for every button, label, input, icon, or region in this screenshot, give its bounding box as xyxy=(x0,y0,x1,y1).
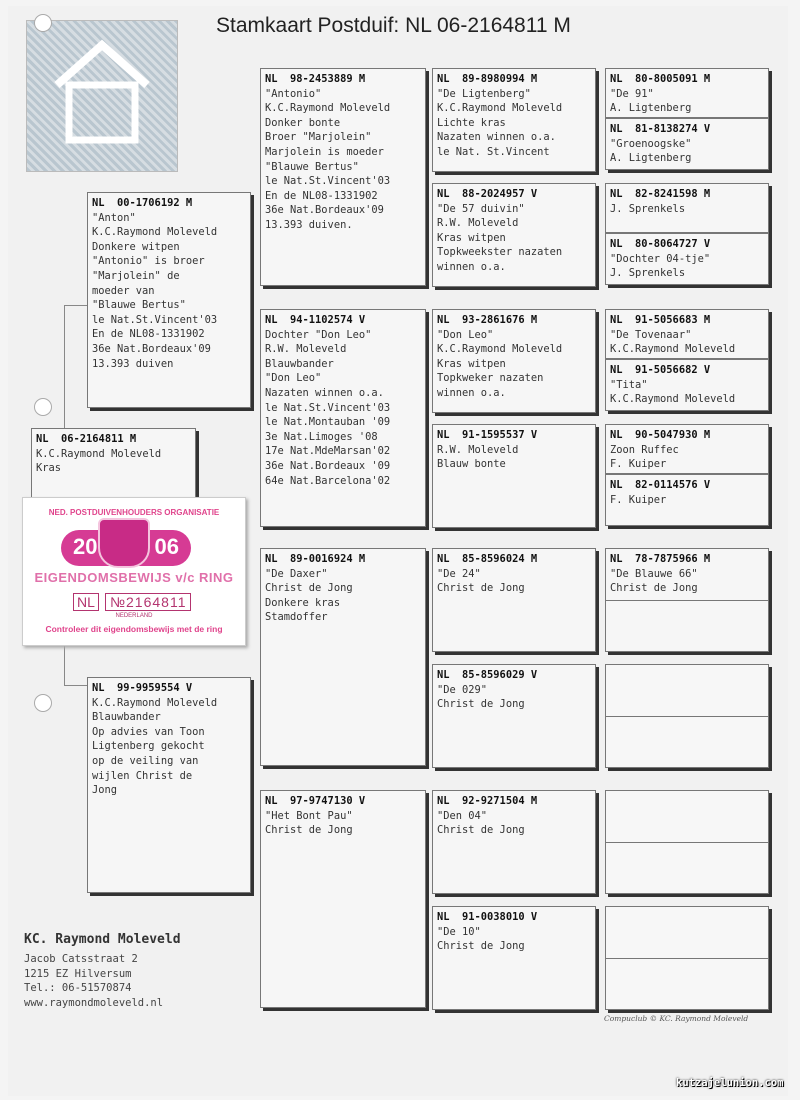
info-line: Stamdoffer xyxy=(265,611,328,624)
info-line: Blauwbander xyxy=(265,357,334,370)
empty-ancestor-box xyxy=(605,906,769,1010)
info-line: Christ de Jong xyxy=(437,698,525,711)
info-line: moeder van xyxy=(92,284,155,297)
info-line: K.C.Raymond Moleveld xyxy=(610,343,736,356)
info-line: R.W. Moleveld xyxy=(265,343,347,356)
info-line: Donker bonte xyxy=(265,116,341,129)
great-grandparent-box xyxy=(432,183,596,287)
info-line: Christ de Jong xyxy=(437,824,525,837)
info-line: Christ de Jong xyxy=(610,582,698,595)
info-line: 64e Nat.Barcelona'02 xyxy=(265,474,391,487)
info-line: "Don Leo" xyxy=(437,328,494,341)
ring-number: NL 80-8005091 M xyxy=(610,73,711,85)
info-line: F. Kuiper xyxy=(610,458,667,471)
page-title: Stamkaart Postduif: NL 06-2164811 M xyxy=(216,14,571,37)
ring-number: NL 00-1706192 M xyxy=(92,197,193,209)
great-grandparent-box xyxy=(432,664,596,768)
organisation-logo xyxy=(26,20,178,172)
info-line: "Blauwe Bertus" xyxy=(265,160,359,173)
ring-number: NL 91-5056683 M xyxy=(610,314,711,326)
info-line: 36e Nat.Bordeaux'09 xyxy=(265,204,384,217)
great-grandparent-box xyxy=(432,424,596,528)
ring-number: NL 91-1595537 V xyxy=(437,429,538,441)
info-line: "Don Leo" xyxy=(265,372,322,385)
card-country: NL xyxy=(73,593,99,611)
card-check-notice: Controleer dit eigendomsbewijs met de ring xyxy=(45,624,223,634)
info-line: "De Tovenaar" xyxy=(610,328,692,341)
info-line: Christ de Jong xyxy=(265,582,353,595)
card-land: NEDERLAND xyxy=(115,613,153,619)
ring-number: NL 93-2861676 M xyxy=(437,314,538,326)
ring-number: NL 90-5047930 M xyxy=(610,429,711,441)
info-line: 3e Nat.Limoges '08 xyxy=(265,430,378,443)
ancestor-box xyxy=(605,183,769,233)
info-line: Dochter "Don Leo" xyxy=(265,328,372,341)
subject-box xyxy=(31,428,196,500)
ancestor-box xyxy=(605,118,769,170)
great-grandparent-box xyxy=(432,309,596,413)
ancestor-box xyxy=(605,68,769,118)
father-box xyxy=(87,192,251,408)
info-line: "Het Bont Pau" xyxy=(265,809,353,822)
info-line: K.C.Raymond Moleveld xyxy=(92,226,218,239)
great-grandparent-box xyxy=(432,68,596,172)
ring-number: NL 82-8241598 M xyxy=(610,188,711,200)
ancestor-box xyxy=(605,474,769,526)
info-line: "Den 04" xyxy=(437,809,488,822)
info-line: "De 91" xyxy=(610,87,654,100)
info-line: K.C.Raymond Moleveld xyxy=(265,102,391,115)
card-year-right: 06 xyxy=(154,534,179,559)
connector-line xyxy=(64,640,65,685)
great-grandparent-box xyxy=(432,548,596,652)
ring-number: NL 89-0016924 M xyxy=(265,553,366,565)
info-line: Christ de Jong xyxy=(437,940,525,953)
info-line: op de veiling van xyxy=(92,754,199,767)
info-line: J. Sprenkels xyxy=(610,202,686,215)
mother-box xyxy=(87,677,251,893)
ring-number: NL 97-9747130 V xyxy=(265,795,366,807)
ring-number: NL 88-2024957 V xyxy=(437,188,538,200)
info-line: R.W. Moleveld xyxy=(437,443,519,456)
ring-number: NL 91-0038010 V xyxy=(437,911,538,923)
info-line: J. Sprenkels xyxy=(610,267,686,280)
ancestor-box xyxy=(605,424,769,474)
lion-crest-icon xyxy=(98,518,150,568)
ring-number: NL 92-9271504 M xyxy=(437,795,538,807)
empty-ancestor-box xyxy=(605,790,769,894)
footer-credit: Compuclub © KC. Raymond Moleveld xyxy=(604,1014,749,1023)
info-line: F. Kuiper xyxy=(610,493,667,506)
ring-number: NL 85-8596029 V xyxy=(437,669,538,681)
info-line: A. Ligtenberg xyxy=(610,102,692,115)
owner-contact xyxy=(24,933,181,1011)
info-line: Ligtenberg gekocht xyxy=(92,740,205,753)
box-divider xyxy=(606,958,768,959)
info-line: A. Ligtenberg xyxy=(610,152,692,165)
info-line: "De Ligtenberg" xyxy=(437,87,531,100)
ring-number: NL 06-2164811 M xyxy=(36,433,137,445)
info-line: Marjolein is moeder xyxy=(265,145,384,158)
info-line: 36e Nat.Bordeaux'09 xyxy=(92,342,211,355)
great-grandparent-box xyxy=(432,790,596,894)
info-line: Broer "Marjolein" xyxy=(265,131,372,144)
owner-phone: Tel.: 06-51570874 xyxy=(24,982,132,995)
ring-number: NL 94-1102574 V xyxy=(265,314,366,326)
owner-name: KC. Raymond Moleveld xyxy=(24,932,181,947)
card-label: EIGENDOMSBEWIJS v/c RING xyxy=(34,570,234,585)
info-line: 13.393 duiven. xyxy=(265,218,353,231)
info-line: 36e Nat.Bordeaux '09 xyxy=(265,459,391,472)
info-line: wijlen Christ de xyxy=(92,769,193,782)
info-line: Nazaten winnen o.a. xyxy=(265,386,384,399)
info-line: Christ de Jong xyxy=(437,582,525,595)
punch-hole xyxy=(34,398,52,416)
info-line: le Nat.St.Vincent'03 xyxy=(265,401,391,414)
info-line: Donkere witpen xyxy=(92,240,180,253)
info-line: Kras witpen xyxy=(437,357,506,370)
ring-number: NL 89-8980994 M xyxy=(437,73,538,85)
grandparent-box xyxy=(260,68,426,286)
watermark: kutzajelunion.com xyxy=(676,1077,784,1089)
info-line: K.C.Raymond Moleveld xyxy=(437,102,563,115)
info-line: "Blauwe Bertus" xyxy=(92,299,186,312)
box-divider xyxy=(606,716,768,717)
connector-line xyxy=(64,305,65,430)
box-divider xyxy=(606,842,768,843)
info-line: "De Blauwe 66" xyxy=(610,567,698,580)
info-line: "De 24" xyxy=(437,567,481,580)
info-line: "De 57 duivin" xyxy=(437,202,525,215)
info-line: Christ de Jong xyxy=(265,824,353,837)
info-line: Nazaten winnen o.a. xyxy=(437,131,556,144)
info-line: Topkweekster nazaten xyxy=(437,246,563,259)
ancestor-box xyxy=(605,359,769,411)
info-line: K.C.Raymond Moleveld xyxy=(92,696,218,709)
ancestor-box xyxy=(605,233,769,285)
owner-website: www.raymondmoleveld.nl xyxy=(24,997,164,1010)
info-line: Donkere kras xyxy=(265,596,341,609)
info-line: K.C.Raymond Moleveld xyxy=(36,447,162,460)
info-line: En de NL08-1331902 xyxy=(265,189,378,202)
ancestor-box xyxy=(605,309,769,359)
grandparent-box xyxy=(260,309,426,527)
box-divider xyxy=(606,600,768,601)
punch-hole xyxy=(34,14,52,32)
ring-number: NL 91-5056682 V xyxy=(610,364,711,376)
info-line: le Nat.Montauban '09 xyxy=(265,416,391,429)
info-line: Zoon Ruffec xyxy=(610,443,679,456)
info-line: "De Daxer" xyxy=(265,567,328,580)
info-line: En de NL08-1331902 xyxy=(92,328,205,341)
info-line: le Nat.St.Vincent'03 xyxy=(92,313,218,326)
house-logo-icon xyxy=(47,35,157,145)
card-year-left: 20 xyxy=(73,534,98,559)
card-organisation: NED. POSTDUIVENHOUDERS ORGANISATIE xyxy=(48,508,220,517)
info-line: "Marjolein" de xyxy=(92,269,180,282)
info-line: "De 029" xyxy=(437,683,488,696)
info-line: K.C.Raymond Moleveld xyxy=(437,343,563,356)
info-line: R.W. Moleveld xyxy=(437,217,519,230)
info-line: le Nat. St.Vincent xyxy=(437,145,550,158)
info-line: Jong xyxy=(92,784,118,797)
ring-number: NL 82-0114576 V xyxy=(610,479,711,491)
ring-number: NL 78-7875966 M xyxy=(610,553,711,565)
info-line: "Anton" xyxy=(92,211,136,224)
info-line: K.C.Raymond Moleveld xyxy=(610,393,736,406)
info-line: "Tita" xyxy=(610,378,648,391)
punch-hole xyxy=(34,694,52,712)
ring-number: NL 99-9959554 V xyxy=(92,682,193,694)
info-line: Blauw bonte xyxy=(437,458,506,471)
info-line: Lichte kras xyxy=(437,116,506,129)
info-line: "De 10" xyxy=(437,925,481,938)
ancestor-box xyxy=(605,548,769,652)
info-line: Blauwbander xyxy=(92,711,161,724)
great-grandparent-box xyxy=(432,906,596,1010)
owner-street: Jacob Catsstraat 2 xyxy=(24,952,138,965)
ring-number: NL 85-8596024 M xyxy=(437,553,538,565)
info-line: 13.393 duiven xyxy=(92,357,174,370)
owner-city: 1215 EZ Hilversum xyxy=(24,967,132,980)
info-line: winnen o.a. xyxy=(437,386,506,399)
info-line: "Antonio" is broer xyxy=(92,255,205,268)
grandparent-box xyxy=(260,790,426,1008)
ring-number: NL 80-8064727 V xyxy=(610,238,711,250)
ring-number: NL 98-2453889 M xyxy=(265,73,366,85)
info-line: Op advies van Toon xyxy=(92,725,205,738)
ring-number: NL 81-8138274 V xyxy=(610,123,711,135)
info-line: "Groenoogske" xyxy=(610,137,692,150)
info-line: 17e Nat.MdeMarsan'02 xyxy=(265,445,391,458)
info-line: Kras xyxy=(36,462,62,475)
info-line: le Nat.St.Vincent'03 xyxy=(265,175,391,188)
ring-ownership-card xyxy=(22,497,246,646)
info-line: "Antonio" xyxy=(265,87,322,100)
grandparent-box xyxy=(260,548,426,766)
empty-ancestor-box xyxy=(605,664,769,768)
info-line: winnen o.a. xyxy=(437,260,506,273)
info-line: "Dochter 04-tje" xyxy=(610,252,711,265)
card-ring-number: №2164811 xyxy=(105,593,191,611)
info-line: Kras witpen xyxy=(437,231,506,244)
info-line: Topkweker nazaten xyxy=(437,372,544,385)
